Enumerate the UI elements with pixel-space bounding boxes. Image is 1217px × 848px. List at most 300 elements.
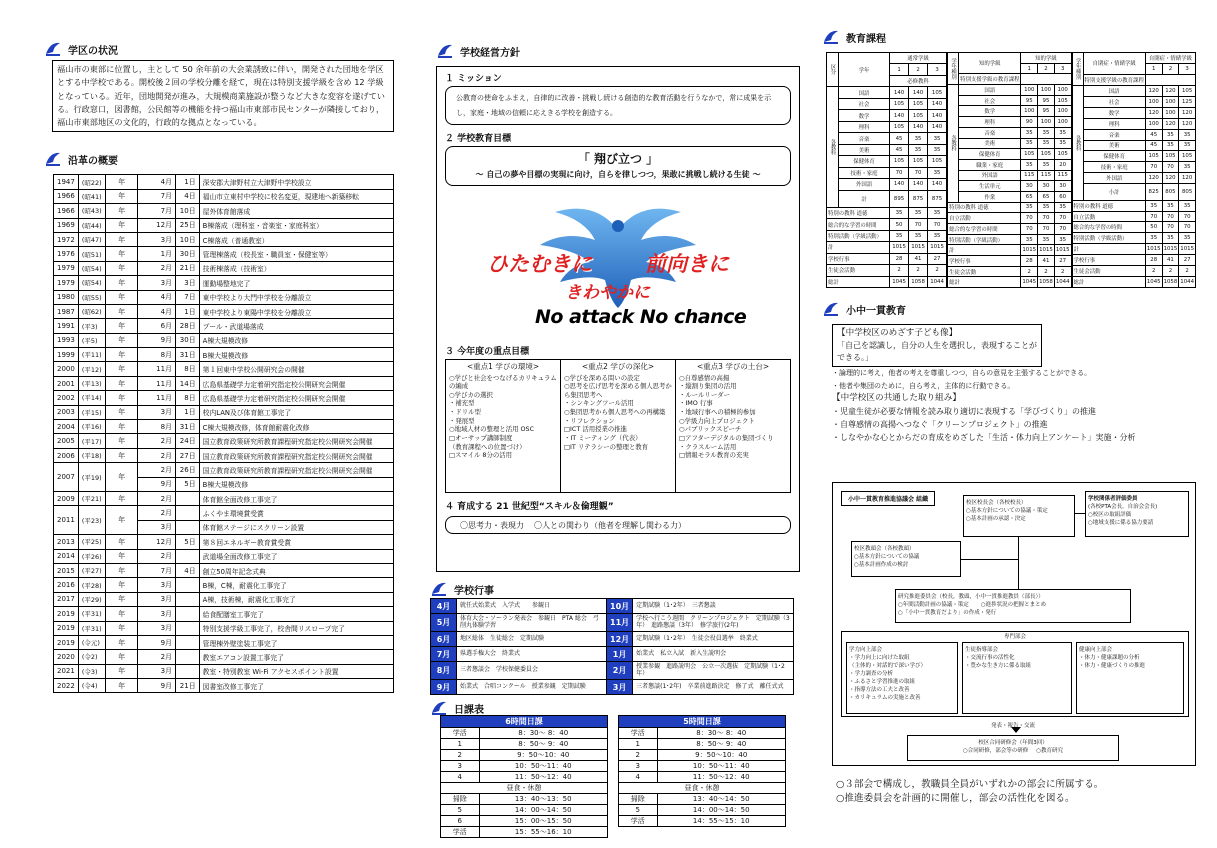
row-hours: 35 bbox=[1162, 200, 1179, 211]
history-e: (平18) bbox=[78, 448, 106, 462]
period: 3 bbox=[619, 761, 657, 772]
subject-name: 美術 bbox=[1083, 140, 1145, 151]
event-text: 学校へ行こう週間 クリーンプロジェクト 定期試験（3年） 進路懇談（3年） 修学旅行(2年) bbox=[633, 614, 794, 632]
focus-item: ・クラスルーム活用 bbox=[679, 442, 737, 451]
history-d: 21日 bbox=[176, 261, 200, 275]
subject-hours: 100 bbox=[1021, 85, 1038, 96]
history-y: 1979 bbox=[54, 261, 79, 275]
sub1-heading: 学力向上部会 bbox=[849, 647, 883, 653]
subject-name: 技術・家庭 bbox=[839, 167, 890, 178]
eval-heading: 学校関係者評価委員 bbox=[1088, 496, 1138, 502]
event-text: 就任式始業式 入学式 参観日 bbox=[457, 599, 607, 614]
history-m: 3月 bbox=[137, 621, 175, 635]
events-title: 学校行事 bbox=[454, 585, 494, 597]
history-y: 2017 bbox=[54, 592, 79, 606]
subject-name: 生活単元 bbox=[959, 181, 1021, 192]
history-d bbox=[176, 592, 200, 606]
row-hours: 35 bbox=[928, 207, 947, 218]
table-row bbox=[827, 230, 947, 241]
focus-item: ○学級力向上プロジェクト bbox=[679, 416, 755, 425]
row-label: 総合的な学習の時間 bbox=[948, 224, 1021, 235]
history-d: 26日 bbox=[176, 463, 200, 477]
subject-hours: 140 bbox=[890, 110, 909, 121]
table-row bbox=[54, 621, 394, 635]
history-m: 7月 bbox=[137, 563, 175, 577]
row-hours: 1015 bbox=[1038, 245, 1055, 256]
table-row bbox=[54, 549, 394, 563]
subject-hours: 35 bbox=[909, 144, 928, 155]
sub-heading: 専門部会 bbox=[1003, 634, 1026, 640]
subject-hours: 30 bbox=[1054, 181, 1071, 192]
skill-heading: ４ 育成する 21 世紀型“スキル＆倫理観” bbox=[445, 502, 614, 513]
row-hours: 2 bbox=[909, 265, 928, 276]
subject-hours: 105 bbox=[890, 98, 909, 109]
column-right bbox=[822, 0, 1196, 805]
note-item: ○推進委員会を計画的に開催し，部会の活性化を図る。 bbox=[836, 793, 1075, 805]
table-row bbox=[948, 277, 1071, 288]
history-t: 体育館全面改修工事完了 bbox=[199, 492, 393, 506]
history-t: 教室エアコン設置工事完了 bbox=[199, 650, 393, 664]
history-e: (平29) bbox=[78, 592, 106, 606]
subject-name: 国語 bbox=[959, 85, 1021, 96]
history-t: 管理棟外壁塗装工事完了 bbox=[199, 635, 393, 649]
row-hours: 2 bbox=[1038, 266, 1055, 277]
promo-item: ○進捗状況の把握とまとめ bbox=[980, 602, 1047, 608]
period-time: 8：30～ 8：40 bbox=[518, 729, 569, 737]
subject-hours: 35 bbox=[1179, 162, 1196, 173]
history-t: 深安郡大津野村立大津野中学校設立 bbox=[199, 175, 393, 189]
subject-hours: 70 bbox=[909, 167, 928, 178]
row-hours: 35 bbox=[909, 207, 928, 218]
grade-header: 1 bbox=[1021, 63, 1038, 74]
table-row bbox=[54, 592, 394, 606]
history-y: 2007 bbox=[54, 463, 79, 492]
history-t: ふくやま環境賞受賞 bbox=[199, 506, 393, 520]
table-row bbox=[948, 224, 1071, 235]
subject-hours: 35 bbox=[1038, 138, 1055, 149]
history-n: 年 bbox=[106, 549, 137, 563]
history-m: 2月 bbox=[137, 261, 175, 275]
history-e: (平3) bbox=[78, 319, 106, 333]
subject-hours: 35 bbox=[1038, 159, 1055, 170]
event-text: 定期試験（1･2年） 生徒会役員選挙 終業式 bbox=[633, 632, 794, 647]
history-e: (昭55) bbox=[78, 290, 106, 304]
research-item: ○合同研修，部会等の研修 bbox=[962, 748, 1029, 754]
table-row bbox=[827, 253, 947, 264]
subject-hours: 35 bbox=[928, 144, 947, 155]
history-d: 4日 bbox=[176, 189, 200, 203]
history-t: 広島県基礎学力定着研究指定校公開研究会開催 bbox=[199, 391, 393, 405]
events-header bbox=[430, 578, 800, 600]
area-text: 福山市の東部に位置し，主として 50 余年前の大会業誘致に伴い，開発された団地を学区とする中学校である。開校後２回の学校分離を経て，現在は特別支援学級を含め 12 学級となっている。近年，団地開発が進み，大規模商業施設が整うなど大きな変容を遂げている。行政窓口，図書館，公民館等の機能を持つ福山市東部市民センターが隣接しており，福山市東部地区の文化的，行政的な拠点となっている。 bbox=[52, 60, 394, 132]
table-row bbox=[54, 362, 394, 376]
table-row bbox=[431, 614, 794, 632]
header-class: 通常学級 bbox=[890, 53, 947, 64]
history-y: 2021 bbox=[54, 664, 79, 678]
event-month: 3月 bbox=[607, 680, 633, 695]
row-label: 学校行事 bbox=[948, 256, 1021, 267]
wing-icon bbox=[436, 42, 454, 60]
history-t: 福山市立東村中学校に校名変更，現建地へ新築移転 bbox=[199, 189, 393, 203]
row-hours: 1015 bbox=[890, 242, 909, 253]
skill-1: 〇思考力・表現力 bbox=[460, 520, 524, 530]
history-t: 国立教育政策研究所教育課程研究指定校公開研究会開催 bbox=[199, 448, 393, 462]
row-hours: 2 bbox=[928, 265, 947, 276]
history-d bbox=[176, 650, 200, 664]
subject-hours: 105 bbox=[1179, 151, 1196, 162]
flow-label: 発表・報告・交流 bbox=[990, 723, 1035, 729]
subject-hours: 35 bbox=[1054, 127, 1071, 138]
focus-heading: <重点3 学びの土台> bbox=[696, 362, 770, 372]
table-row bbox=[54, 405, 394, 419]
table-row bbox=[54, 247, 394, 261]
subject-hours: 140 bbox=[909, 179, 928, 190]
table-row bbox=[54, 635, 394, 649]
row-hours: 70 bbox=[928, 219, 947, 230]
period-time: 10：50～11：40 bbox=[692, 762, 750, 770]
history-y: 2022 bbox=[54, 679, 79, 693]
curriculum-table bbox=[1072, 52, 1196, 288]
history-n: 年 bbox=[106, 607, 137, 621]
row-label: 学校行事 bbox=[1072, 255, 1145, 266]
history-y: 1947 bbox=[54, 175, 79, 189]
principal-item: ○基本方針についての協議・策定 bbox=[966, 508, 1048, 514]
row-hours: 35 bbox=[1054, 234, 1071, 245]
row-hours: 1044 bbox=[1179, 277, 1196, 288]
row-label: 特別の教科 道徳 bbox=[948, 202, 1021, 213]
history-y: 2002 bbox=[54, 391, 79, 405]
table-row bbox=[948, 266, 1071, 277]
row-label: 総計 bbox=[1072, 277, 1145, 288]
subject-hours: 60 bbox=[1054, 191, 1071, 202]
history-n: 年 bbox=[106, 218, 137, 232]
row-hours: 35 bbox=[928, 230, 947, 241]
history-y: 2011 bbox=[54, 506, 79, 535]
table-row bbox=[827, 110, 947, 121]
promo-item: ○年間活動計画の協議・策定 bbox=[898, 602, 969, 608]
wing-icon bbox=[822, 300, 840, 318]
subject-hours: 35 bbox=[1021, 159, 1038, 170]
subtotal-hours: 875 bbox=[928, 190, 947, 207]
period-time: 9：50～10：40 bbox=[517, 751, 570, 759]
row-hours: 35 bbox=[1145, 200, 1162, 211]
table-row bbox=[827, 121, 947, 132]
history-m: 12月 bbox=[137, 218, 175, 232]
subtotal-hours: 805 bbox=[1179, 184, 1196, 200]
table-row bbox=[619, 772, 785, 783]
table-row bbox=[827, 87, 947, 98]
policy-box bbox=[436, 66, 800, 572]
wing-icon bbox=[430, 699, 448, 717]
history-y: 2013 bbox=[54, 535, 79, 549]
row-label: 特別の教科 道徳 bbox=[827, 207, 890, 218]
history-t: A棟，技術棟，耐震化工事完了 bbox=[199, 592, 393, 606]
history-m: 9月 bbox=[137, 333, 175, 347]
subject-hours: 65 bbox=[1021, 191, 1038, 202]
history-d: 3日 bbox=[176, 276, 200, 290]
common-heading: 【中学校区の共通した取り組み】 bbox=[832, 393, 961, 404]
break-row: 昼食・休憩 bbox=[684, 784, 720, 792]
break-row: 昼食・休憩 bbox=[506, 784, 542, 792]
subject-hours: 115 bbox=[1021, 170, 1038, 181]
history-d: 10日 bbox=[176, 232, 200, 246]
history-m: 3月 bbox=[137, 405, 175, 419]
grade-header: 1 bbox=[1145, 63, 1162, 74]
history-n: 年 bbox=[106, 405, 137, 419]
table-row bbox=[54, 290, 394, 304]
eval-box bbox=[1085, 491, 1189, 537]
history-m: 3月 bbox=[137, 607, 175, 621]
history-m: 1月 bbox=[137, 247, 175, 261]
history-y: 2019 bbox=[54, 621, 79, 635]
row-label: 総計 bbox=[827, 276, 890, 288]
subject-name: 保健体育 bbox=[959, 149, 1021, 160]
history-m: 2月 bbox=[137, 448, 175, 462]
goal-sub: ～ 自己の夢や目標の実現に向け，自らを律しつつ，果敢に挑戦し続ける生徒 ～ bbox=[475, 170, 761, 180]
subject-hours: 100 bbox=[1162, 107, 1179, 118]
row-hours: 28 bbox=[890, 253, 909, 264]
table-row bbox=[948, 159, 1071, 170]
event-text: 三者懇談会 学校保健委員会 bbox=[457, 662, 607, 680]
table-row bbox=[1072, 151, 1195, 162]
subtotal-hours: 875 bbox=[909, 190, 928, 207]
six-heading: 6時間日課 bbox=[441, 716, 607, 727]
principal-item: ○基本計画の承認・決定 bbox=[966, 516, 1026, 522]
goal-main: 「 翔び立つ 」 bbox=[577, 152, 659, 167]
subtotal-label: 計 bbox=[839, 190, 890, 207]
subject-hours: 105 bbox=[1054, 95, 1071, 106]
subject-name: 職業・家庭 bbox=[959, 159, 1021, 170]
history-d bbox=[176, 492, 200, 506]
subject-hours: 35 bbox=[1179, 129, 1196, 140]
row-hours: 1058 bbox=[909, 276, 928, 288]
row-hours: 1045 bbox=[890, 276, 909, 288]
row-hours: 50 bbox=[1145, 222, 1162, 233]
focus-item: ○地域人材の整理と活用 OSC bbox=[449, 425, 535, 434]
period-time: 13：40～14：50 bbox=[692, 795, 750, 803]
table-row bbox=[948, 213, 1071, 224]
history-m: 7月 bbox=[137, 189, 175, 203]
row-hours: 70 bbox=[1021, 213, 1038, 224]
history-e: (昭47) bbox=[78, 232, 106, 246]
subject-name: 音楽 bbox=[1083, 129, 1145, 140]
subject-hours: 105 bbox=[909, 110, 928, 121]
subject-hours: 30 bbox=[1038, 181, 1055, 192]
subject-hours: 35 bbox=[928, 133, 947, 144]
table-row bbox=[54, 175, 394, 189]
history-t: 国立教育政策研究所教育課程研究指定校公開研究会開催 bbox=[199, 463, 393, 477]
table-row bbox=[948, 85, 1071, 96]
subject-hours: 140 bbox=[890, 179, 909, 190]
event-text: 始業式 私立入試 新入生説明会 bbox=[633, 647, 794, 662]
history-m: 12月 bbox=[137, 535, 175, 549]
sub1-item: （主体的・対話的で深い学び） bbox=[849, 663, 927, 669]
focus-item: ○学びと社会をつなげるカリキュラムの編成 bbox=[449, 373, 557, 391]
sub2-item: ・交流行事の活性化 bbox=[965, 655, 1015, 661]
history-table bbox=[53, 174, 394, 693]
subject-hours: 115 bbox=[1038, 170, 1055, 181]
history-n: 年 bbox=[106, 535, 137, 549]
history-t: 教室・特別教室 Wi-Fi アクセスポイント設置 bbox=[199, 664, 393, 678]
table-row bbox=[1072, 118, 1195, 129]
column-left bbox=[44, 0, 394, 693]
row-hours: 2 bbox=[890, 265, 909, 276]
common-item: ・自尊感情の高揚へつなぐ「クリーンプロジェクト」の推進 bbox=[832, 420, 1048, 430]
row-hours: 70 bbox=[1179, 222, 1196, 233]
header-class: 自閉症・情緒学級 bbox=[1145, 53, 1195, 64]
table-row bbox=[619, 750, 785, 761]
history-n: 年 bbox=[106, 333, 137, 347]
table-row bbox=[441, 827, 607, 838]
table-row bbox=[948, 202, 1071, 213]
row-label: 総合的な学習の時間 bbox=[827, 219, 890, 230]
row-hours: 70 bbox=[1162, 222, 1179, 233]
table-row bbox=[441, 816, 607, 827]
period: 4 bbox=[619, 772, 657, 783]
subtotal-hours: 825 bbox=[1145, 184, 1162, 200]
history-n: 年 bbox=[106, 232, 137, 246]
row-hours: 2 bbox=[1145, 266, 1162, 277]
subject-hours: 120 bbox=[1162, 173, 1179, 184]
history-e: (平16) bbox=[78, 420, 106, 434]
history-y: 2004 bbox=[54, 420, 79, 434]
focus-item: □情報モラル教育の充実 bbox=[679, 451, 749, 460]
focus-item: ・リフレクション bbox=[564, 416, 615, 425]
sub1-box bbox=[846, 642, 958, 714]
history-d: 10日 bbox=[176, 204, 200, 218]
history-e: (平11) bbox=[78, 348, 106, 362]
history-d: 27日 bbox=[176, 448, 200, 462]
eval-item: ○地域支援に係る協力要請 bbox=[1088, 520, 1154, 526]
period: 学活 bbox=[441, 827, 479, 838]
history-y: 2003 bbox=[54, 405, 79, 419]
event-month: 9月 bbox=[431, 680, 457, 695]
table-row bbox=[441, 761, 607, 772]
history-m: 6月 bbox=[137, 319, 175, 333]
history-d: 8日 bbox=[176, 391, 200, 405]
table-row bbox=[827, 219, 947, 230]
focus-item: ○パブリックスピーチ bbox=[679, 425, 742, 434]
history-e: (昭41) bbox=[78, 189, 106, 203]
history-e: (平17) bbox=[78, 434, 106, 448]
history-t: 東中学校より大門中学校を分離設立 bbox=[199, 290, 393, 304]
period-time: 15：00～15：50 bbox=[514, 817, 572, 825]
period: 2 bbox=[441, 750, 479, 761]
history-t: C棟落成（普通教室） bbox=[199, 232, 393, 246]
history-m: 4月 bbox=[137, 175, 175, 189]
event-text: 定期試験（1･2年） 三者懇談 bbox=[633, 599, 794, 614]
row-hours: 70 bbox=[1021, 224, 1038, 235]
subject-name: 理科 bbox=[959, 117, 1021, 128]
history-e: (平23) bbox=[78, 506, 106, 535]
history-e: (令4) bbox=[78, 679, 106, 693]
table-row bbox=[619, 794, 785, 805]
period-time: 14：00～14：50 bbox=[692, 806, 750, 814]
subject-name: 社会 bbox=[1083, 96, 1145, 107]
history-n: 年 bbox=[106, 448, 137, 462]
table-row bbox=[827, 265, 947, 276]
history-d: 14日 bbox=[176, 376, 200, 390]
focus-item: ○自尊感情の高揚 bbox=[679, 373, 730, 382]
history-n: 年 bbox=[106, 204, 137, 218]
history-y: 1972 bbox=[54, 232, 79, 246]
history-m: 3月 bbox=[137, 276, 175, 290]
history-y: 2005 bbox=[54, 434, 79, 448]
period: 学活 bbox=[619, 728, 657, 739]
table-row bbox=[1072, 222, 1195, 233]
row-label: 生徒会活動 bbox=[827, 265, 890, 276]
table-row bbox=[431, 632, 794, 647]
subject-name: 保健体育 bbox=[1083, 151, 1145, 162]
subject-name: 理科 bbox=[839, 121, 890, 132]
table-row bbox=[54, 463, 394, 477]
row-hours: 35 bbox=[1054, 202, 1071, 213]
row-hours: 1045 bbox=[1021, 277, 1038, 288]
focus-item: □オーサップ講師制度 bbox=[449, 433, 513, 442]
focus-table bbox=[445, 359, 791, 493]
table-row bbox=[1072, 162, 1195, 173]
subject-hours: 120 bbox=[1145, 173, 1162, 184]
promo-heading: 研究推進委員会（校長，教頭，小中一貫推進教員（部長）） bbox=[898, 594, 1044, 600]
subject-hours: 90 bbox=[1021, 117, 1038, 128]
table-row bbox=[1072, 233, 1195, 244]
history-y: 1979 bbox=[54, 276, 79, 290]
history-d: 4日 bbox=[176, 563, 200, 577]
row-hours: 35 bbox=[890, 230, 909, 241]
subtotal-hours: 895 bbox=[890, 190, 909, 207]
vertical-label: 各教科 bbox=[827, 87, 839, 207]
history-y: 2016 bbox=[54, 578, 79, 592]
subject-name: 外国語 bbox=[1083, 173, 1145, 184]
history-e: (平21) bbox=[78, 492, 106, 506]
history-m: 8月 bbox=[137, 420, 175, 434]
history-n: 年 bbox=[106, 175, 137, 189]
header-grade: 自閉症・情緒学級 bbox=[1083, 53, 1145, 75]
subject-hours: 105 bbox=[890, 156, 909, 167]
history-e: (平27) bbox=[78, 563, 106, 577]
history-d: 31日 bbox=[176, 348, 200, 362]
history-t: 運動場整地完了 bbox=[199, 276, 393, 290]
history-t: 第８回エネルギー教育賞受賞 bbox=[199, 535, 393, 549]
mission-heading: １ ミッション bbox=[445, 74, 502, 84]
header-grade: 学年 bbox=[839, 53, 890, 87]
table-row bbox=[619, 783, 785, 794]
vice-item: ○基本方針についての協議 bbox=[854, 554, 920, 560]
aim-item: ・論理的に考え，他者の考えを尊重しつつ，自らの意見を主張することができる。 bbox=[832, 369, 1092, 378]
subject-hours: 95 bbox=[1038, 106, 1055, 117]
header-kubun: 学年種別 bbox=[1072, 53, 1083, 86]
history-t: 国立教育政策研究所教育課程研究指定校公開研究会開催 bbox=[199, 434, 393, 448]
focus-column bbox=[446, 360, 561, 492]
history-y: 2014 bbox=[54, 549, 79, 563]
history-n: 年 bbox=[106, 434, 137, 448]
row-hours: 27 bbox=[928, 253, 947, 264]
row-label: 特別活動（学級活動） bbox=[1072, 233, 1145, 244]
history-t: 第１回東中学校公開研究会の開催 bbox=[199, 362, 393, 376]
table-row bbox=[1072, 255, 1195, 266]
period: 5 bbox=[441, 805, 479, 816]
history-m: 9月 bbox=[137, 679, 175, 693]
history-n: 年 bbox=[106, 376, 137, 390]
curriculum-header bbox=[822, 26, 1196, 48]
focus-heading: <重点1 学びの環境> bbox=[466, 362, 540, 372]
history-n: 年 bbox=[106, 650, 137, 664]
focus-item: （教育課程への位置づけ） bbox=[449, 442, 526, 451]
vertical-label: 各教科 bbox=[1072, 85, 1083, 200]
row-hours: 41 bbox=[909, 253, 928, 264]
row-label: 特別活動（学級活動） bbox=[827, 230, 890, 241]
history-n: 年 bbox=[106, 635, 137, 649]
